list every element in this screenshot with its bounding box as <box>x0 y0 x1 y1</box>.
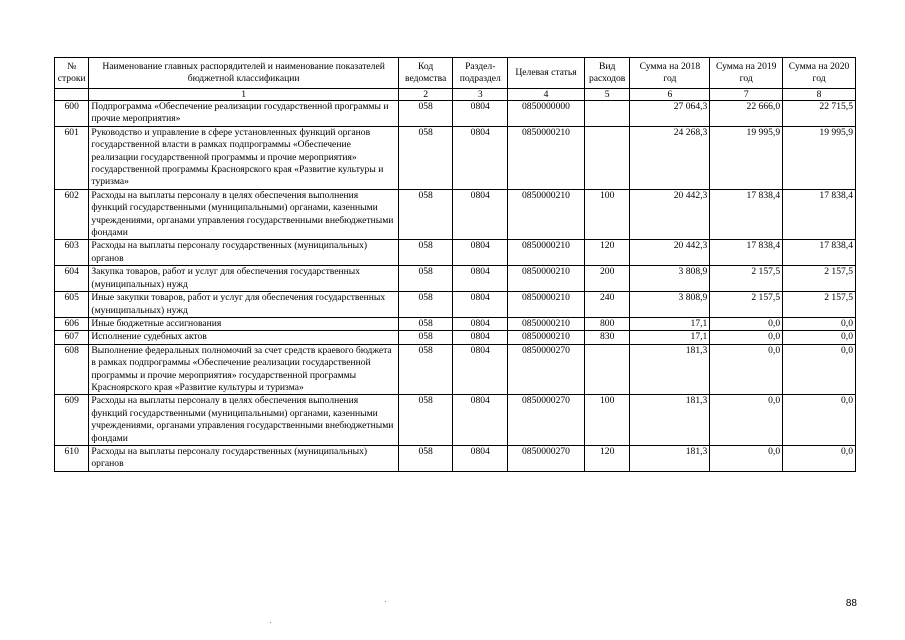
column-number: 5 <box>584 89 630 101</box>
section-cell: 0804 <box>453 395 508 446</box>
sum-2018-cell: 17,1 <box>630 317 710 330</box>
row-number-cell: 604 <box>55 266 89 292</box>
header-sum-2018: Сумма на 2018 год <box>630 58 710 89</box>
row-number-cell: 603 <box>55 240 89 266</box>
expense-type-cell <box>584 344 630 395</box>
table-header <box>55 58 856 89</box>
expense-type-cell: 120 <box>584 240 630 266</box>
row-number-cell: 601 <box>55 126 89 189</box>
expense-type-cell: 120 <box>584 445 630 471</box>
section-cell: 0804 <box>453 266 508 292</box>
table-row <box>55 240 856 266</box>
department-code-cell: 058 <box>398 344 453 395</box>
column-number <box>55 89 89 101</box>
header-name: Наименование главных распорядителей и наименование показателей бюджетной классификации <box>89 58 398 89</box>
column-number: 4 <box>508 89 585 101</box>
expense-type-cell <box>584 126 630 189</box>
sum-2020-cell: 22 715,5 <box>783 101 856 127</box>
table-row <box>55 266 856 292</box>
section-cell: 0804 <box>453 240 508 266</box>
column-number: 7 <box>710 89 783 101</box>
department-code-cell: 058 <box>398 101 453 127</box>
table-row <box>55 126 856 189</box>
expense-type-cell: 200 <box>584 266 630 292</box>
section-cell: 0804 <box>453 189 508 240</box>
sum-2020-cell: 2 157,5 <box>783 292 856 318</box>
name-cell: Расходы на выплаты персоналу в целях обеспечения выполнения функций государственными (муниципальными) органами, казенными учреждениями, органами управления государственными внебюджетными фондами <box>89 395 398 446</box>
page-number: 88 <box>845 598 857 609</box>
sum-2018-cell: 3 808,9 <box>630 266 710 292</box>
sum-2020-cell: 0,0 <box>783 331 856 344</box>
section-cell: 0804 <box>453 101 508 127</box>
header-sum-2019: Сумма на 2019 год <box>710 58 783 89</box>
section-cell: 0804 <box>453 317 508 330</box>
sum-2018-cell: 20 442,3 <box>630 189 710 240</box>
sum-2019-cell: 17 838,4 <box>710 240 783 266</box>
expense-type-cell: 240 <box>584 292 630 318</box>
row-number-cell: 608 <box>55 344 89 395</box>
header-row-number: № строки <box>55 58 89 89</box>
table-row <box>55 292 856 318</box>
table-row <box>55 189 856 240</box>
department-code-cell: 058 <box>398 395 453 446</box>
sum-2018-cell: 3 808,9 <box>630 292 710 318</box>
budget-table <box>54 57 856 472</box>
row-number-cell: 607 <box>55 331 89 344</box>
target-article-cell: 0850000270 <box>508 344 585 395</box>
department-code-cell: 058 <box>398 331 453 344</box>
name-cell: Расходы на выплаты персоналу государственных (муниципальных) органов <box>89 240 398 266</box>
column-number: 2 <box>398 89 453 101</box>
department-code-cell: 058 <box>398 240 453 266</box>
column-number: 3 <box>453 89 508 101</box>
target-article-cell: 0850000210 <box>508 317 585 330</box>
table-row <box>55 395 856 446</box>
sum-2020-cell: 17 838,4 <box>783 240 856 266</box>
sum-2020-cell: 0,0 <box>783 445 856 471</box>
section-cell: 0804 <box>453 331 508 344</box>
sum-2019-cell: 2 157,5 <box>710 266 783 292</box>
sum-2019-cell: 0,0 <box>710 344 783 395</box>
target-article-cell: 0850000210 <box>508 266 585 292</box>
target-article-cell: 0850000210 <box>508 189 585 240</box>
sum-2020-cell: 0,0 <box>783 395 856 446</box>
header-sum-2020: Сумма на 2020 год <box>783 58 856 89</box>
row-number-cell: 610 <box>55 445 89 471</box>
target-article-cell: 0850000270 <box>508 445 585 471</box>
expense-type-cell: 100 <box>584 395 630 446</box>
department-code-cell: 058 <box>398 445 453 471</box>
row-number-cell: 602 <box>55 189 89 240</box>
sum-2020-cell: 19 995,9 <box>783 126 856 189</box>
table-row <box>55 317 856 330</box>
column-number: 1 <box>89 89 398 101</box>
row-number-cell: 600 <box>55 101 89 127</box>
section-cell: 0804 <box>453 126 508 189</box>
sum-2019-cell: 22 666,0 <box>710 101 783 127</box>
header-section: Раздел-подраздел <box>453 58 508 89</box>
department-code-cell: 058 <box>398 189 453 240</box>
expense-type-cell: 800 <box>584 317 630 330</box>
sum-2020-cell: 17 838,4 <box>783 189 856 240</box>
sum-2020-cell: 0,0 <box>783 344 856 395</box>
sum-2019-cell: 0,0 <box>710 445 783 471</box>
table-row <box>55 344 856 395</box>
target-article-cell: 0850000270 <box>508 395 585 446</box>
name-cell: Руководство и управление в сфере установленных функций органов государственной власти в рамках подпрограммы «Обеспечение реализации государственной программы и прочие мероприятия» государственной программы Красноярского края «Развитие культуры и туризма» <box>89 126 398 189</box>
sum-2020-cell: 2 157,5 <box>783 266 856 292</box>
header-row <box>55 58 856 89</box>
target-article-cell: 0850000210 <box>508 240 585 266</box>
sum-2018-cell: 24 268,3 <box>630 126 710 189</box>
sum-2019-cell: 2 157,5 <box>710 292 783 318</box>
sum-2018-cell: 181,3 <box>630 445 710 471</box>
section-cell: 0804 <box>453 344 508 395</box>
column-number: 8 <box>783 89 856 101</box>
table-row <box>55 445 856 471</box>
name-cell: Иные бюджетные ассигнования <box>89 317 398 330</box>
name-cell: Расходы на выплаты персоналу государственных (муниципальных) органов <box>89 445 398 471</box>
table-row <box>55 101 856 127</box>
sum-2019-cell: 0,0 <box>710 317 783 330</box>
name-cell: Закупка товаров, работ и услуг для обеспечения государственных (муниципальных) нужд <box>89 266 398 292</box>
target-article-cell: 0850000210 <box>508 292 585 318</box>
target-article-cell: 0850000000 <box>508 101 585 127</box>
department-code-cell: 058 <box>398 126 453 189</box>
scan-speck <box>270 622 271 623</box>
column-number-row <box>55 89 856 101</box>
scan-speck <box>385 601 386 602</box>
department-code-cell: 058 <box>398 266 453 292</box>
name-cell: Выполнение федеральных полномочий за счет средств краевого бюджета в рамках подпрограммы «Обеспечение реализации государственной программы и прочие мероприятия» государственной программы Красноярского края «Развитие культуры и туризма» <box>89 344 398 395</box>
department-code-cell: 058 <box>398 292 453 318</box>
row-number-cell: 609 <box>55 395 89 446</box>
sum-2018-cell: 181,3 <box>630 344 710 395</box>
row-number-cell: 605 <box>55 292 89 318</box>
expense-type-cell <box>584 101 630 127</box>
section-cell: 0804 <box>453 292 508 318</box>
sum-2018-cell: 181,3 <box>630 395 710 446</box>
sum-2019-cell: 19 995,9 <box>710 126 783 189</box>
name-cell: Подпрограмма «Обеспечение реализации государственной программы и прочие мероприятия» <box>89 101 398 127</box>
sum-2019-cell: 0,0 <box>710 331 783 344</box>
sum-2018-cell: 27 064,3 <box>630 101 710 127</box>
sum-2020-cell: 0,0 <box>783 317 856 330</box>
table-row <box>55 331 856 344</box>
header-target-article: Целевая статья <box>508 58 585 89</box>
header-expense-type: Вид расходов <box>584 58 630 89</box>
expense-type-cell: 100 <box>584 189 630 240</box>
sum-2019-cell: 0,0 <box>710 395 783 446</box>
sum-2018-cell: 17,1 <box>630 331 710 344</box>
name-cell: Иные закупки товаров, работ и услуг для обеспечения государственных (муниципальных) нужд <box>89 292 398 318</box>
header-department-code: Код ведомства <box>398 58 453 89</box>
target-article-cell: 0850000210 <box>508 331 585 344</box>
row-number-cell: 606 <box>55 317 89 330</box>
name-cell: Расходы на выплаты персоналу в целях обеспечения выполнения функций государственными (муниципальными) органами, казенными учреждениями, органами управления государственными внебюджетными фондами <box>89 189 398 240</box>
section-cell: 0804 <box>453 445 508 471</box>
sum-2019-cell: 17 838,4 <box>710 189 783 240</box>
target-article-cell: 0850000210 <box>508 126 585 189</box>
expense-type-cell: 830 <box>584 331 630 344</box>
table-body <box>55 89 856 472</box>
department-code-cell: 058 <box>398 317 453 330</box>
name-cell: Исполнение судебных актов <box>89 331 398 344</box>
sum-2018-cell: 20 442,3 <box>630 240 710 266</box>
column-number: 6 <box>630 89 710 101</box>
